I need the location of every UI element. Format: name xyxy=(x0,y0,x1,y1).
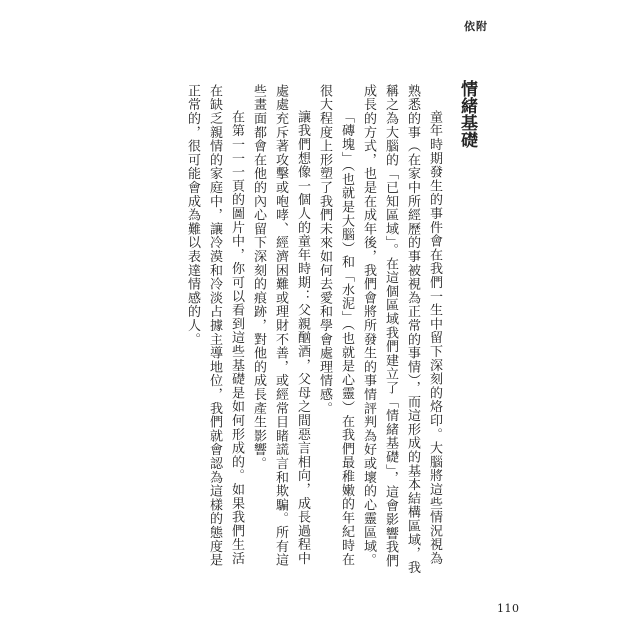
paragraph-1: 童年時期發生的事件會在我們一生中留下深刻的烙印。大腦將這些情況視為熟悉的事（在家中所經歷的事被視為正常的事情），而這形成的基本結構區域，我稱之為大腦的「已知區域」。在這個區域我們建立了「情緒基礎」，這會影響我們成長的方式，也是在成年後，我們會將所發生的事情評判為好或壞的心靈區域。 xyxy=(361,84,442,575)
body-text xyxy=(185,84,445,576)
page-number: 110 xyxy=(497,602,520,615)
running-header: 依附 xyxy=(464,20,488,33)
section-title: 情緒基礎 xyxy=(457,80,477,148)
paragraph-4: 在第一一一頁的圖片中，你可以看到這些基礎是如何形成的。如果我們生活在缺乏親情的家庭中，讓冷漠和冷淡占據主導地位，我們就會認為這樣的態度是正常的，很可能會成為難以表達情感的人。 xyxy=(185,84,244,567)
paragraph-2: 「磚塊」（也就是大腦）和「水泥」（也就是心靈）在我們最稚嫩的年紀時在很大程度上形塑了我們未來如何去愛和學會處理情感。 xyxy=(317,84,354,567)
paragraph-3: 讓我們想像一個人的童年時期：父親酗酒，父母之間惡言相向，成長過程中處處充斥著攻擊或咆哮、經濟困難或理財不善，或經常目睹謊言和欺騙。所有這些畫面都會在他的內心留下深刻的痕跡，對他的成長產生影響。 xyxy=(251,84,310,567)
